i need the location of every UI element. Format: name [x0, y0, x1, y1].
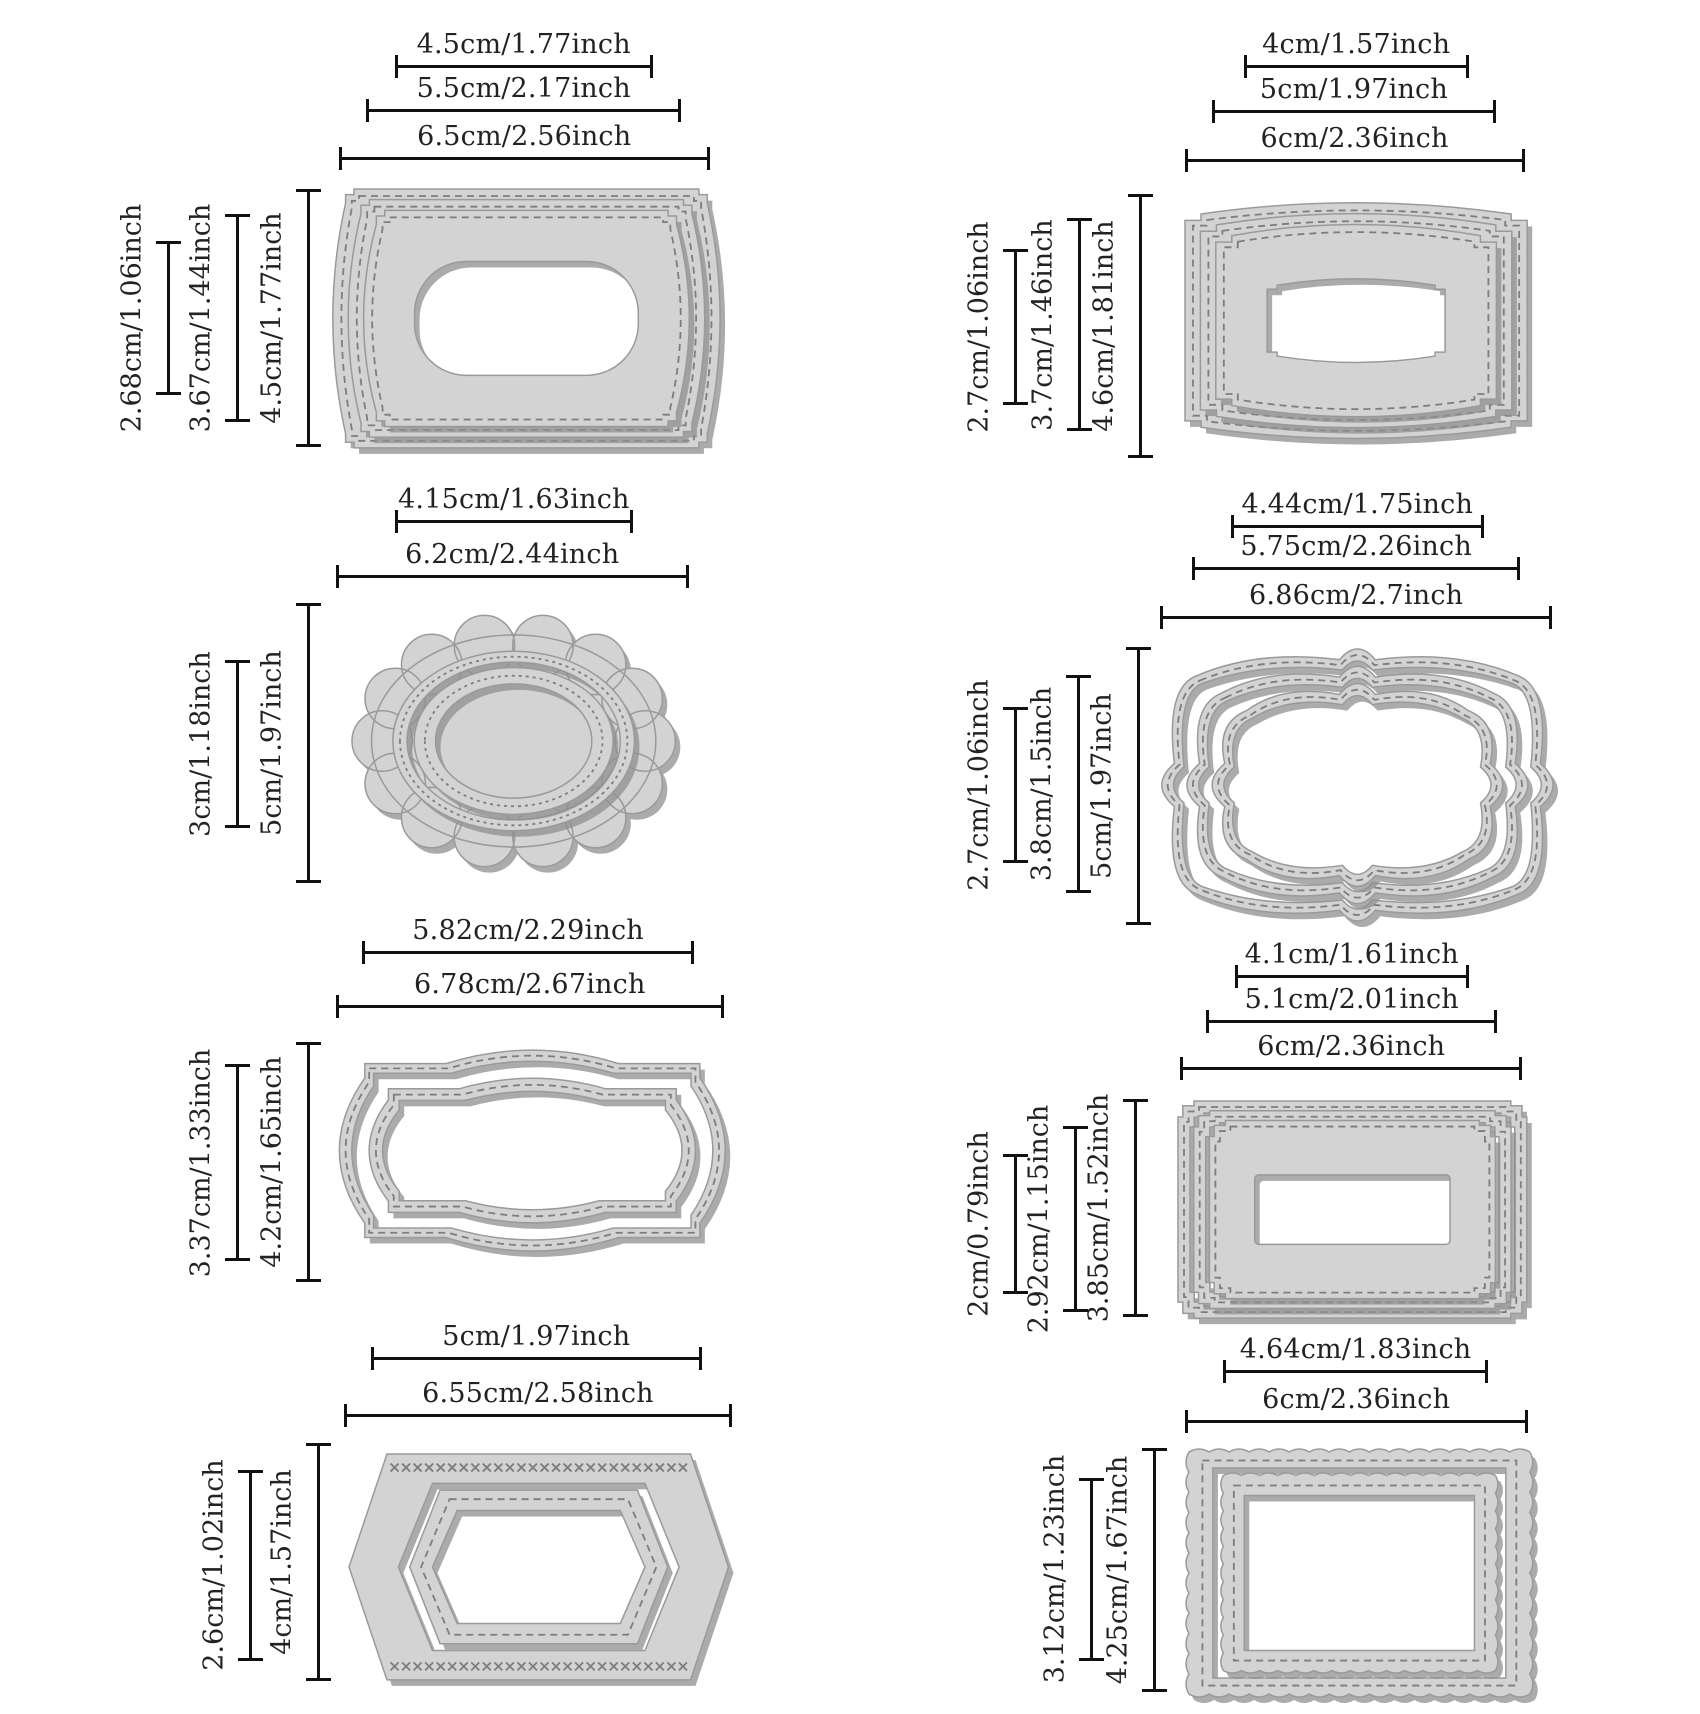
notched-rectangle-frame-width-2 [1206, 983, 1497, 1023]
height-label: 2.68cm/1.06inch [116, 203, 148, 433]
hexagon-cross-stitch-frame-width-2 [344, 1377, 731, 1417]
dimension-tick [1126, 647, 1151, 650]
dimension-tick [296, 880, 321, 883]
height-label: 2.92cm/1.15inch [1023, 1104, 1055, 1334]
die-ring [1209, 1121, 1500, 1305]
notched-rectangle-frame-width-1 [1235, 938, 1469, 978]
dimension-tick [1123, 1099, 1148, 1102]
dimension-line [307, 1042, 310, 1282]
die-ring [1220, 1473, 1502, 1679]
width-label: 4cm/1.57inch [1262, 29, 1451, 60]
dimension-line [1014, 249, 1017, 405]
die-ring [364, 210, 695, 432]
height-label: 2cm/0.79inch [963, 1131, 995, 1317]
arched-rectangle-frame-height-3 [1088, 194, 1154, 458]
dimension-tick [1066, 890, 1091, 893]
dimension-line [1212, 110, 1496, 113]
dimension-tick [156, 392, 181, 395]
dimension-tick [1123, 1314, 1148, 1317]
dimension-tick [296, 1042, 321, 1045]
width-label: 6.86cm/2.7inch [1249, 579, 1464, 611]
width-label: 5.82cm/2.29inch [412, 915, 644, 947]
dimension-tick [1126, 922, 1151, 925]
dimension-tick [225, 825, 250, 828]
ornate-curved-frame-illustration [1156, 645, 1571, 937]
dimension-line [1192, 567, 1520, 570]
bracket-label-frame-height-2 [256, 1042, 322, 1282]
arched-rectangle-frame-width-3 [1185, 122, 1525, 162]
dimension-tick [296, 603, 321, 606]
stitch-line [1233, 1485, 1484, 1660]
dimension-line [1014, 1154, 1017, 1294]
rounded-tab-frame-height-3 [256, 189, 322, 448]
dimension-line [1235, 975, 1469, 978]
arched-rectangle-frame-width-2 [1212, 73, 1496, 113]
dimension-tick [225, 419, 250, 422]
dimension-tick [1142, 1689, 1167, 1692]
height-label: 3.85cm/1.52inch [1083, 1093, 1115, 1323]
rounded-tab-frame-width-3 [339, 120, 710, 160]
rounded-tab-frame-width-1 [395, 28, 653, 68]
dimension-tick [1003, 707, 1028, 710]
hexagon-cross-stitch-frame-width-1 [371, 1320, 702, 1360]
dimension-line [336, 1005, 724, 1008]
dimension-line [307, 603, 310, 883]
dimension-tick [1128, 194, 1153, 197]
height-label: 3.12cm/1.23inch [1039, 1455, 1071, 1684]
wavy-stamp-frame-width-2 [1185, 1383, 1528, 1423]
dimension-line [1180, 1067, 1522, 1070]
width-label: 4.64cm/1.83inch [1239, 1334, 1472, 1366]
dimension-tick [306, 1443, 331, 1446]
height-label: 4.2cm/1.65inch [256, 1056, 288, 1268]
width-label: 6.78cm/2.67inch [413, 968, 646, 1000]
rounded-tab-frame-height-1 [116, 203, 182, 433]
notched-rectangle-frame-width-3 [1180, 1030, 1522, 1070]
dimension-tick [225, 1064, 250, 1067]
scalloped-oval-frame-height-2 [256, 603, 322, 883]
ornate-curved-frame-width-2 [1192, 530, 1520, 570]
dimension-tick [296, 1279, 321, 1282]
hexagon-cross-stitch-frame-height-1 [198, 1459, 264, 1671]
dimension-line [1134, 1099, 1137, 1317]
dimension-line [249, 1470, 252, 1661]
dimension-line [1090, 1478, 1093, 1660]
notched-rectangle-frame-height-3 [1083, 1093, 1149, 1323]
dimension-line [1185, 1420, 1528, 1423]
hexagon-cross-stitch-frame-illustration [345, 1450, 744, 1696]
width-label: 6cm/2.36inch [1260, 123, 1449, 155]
height-label: 3cm/1.18inch [185, 651, 217, 837]
dimension-line [1078, 218, 1081, 431]
width-label: 6.5cm/2.56inch [417, 121, 632, 153]
width-label: 5cm/1.97inch [1259, 73, 1448, 105]
dimension-line [336, 575, 689, 578]
width-label: 6cm/2.36inch [1262, 1383, 1451, 1415]
height-label: 4.6cm/1.81inch [1088, 220, 1120, 432]
dimension-line [1014, 707, 1017, 863]
dimension-tick [1079, 1658, 1104, 1661]
dimension-line [1077, 675, 1080, 893]
height-label: 5cm/1.97inch [256, 650, 288, 836]
dimension-line [236, 1064, 239, 1261]
dimension-tick [296, 189, 321, 192]
dimension-tick [1142, 1448, 1167, 1451]
height-label: 3.8cm/1.5inch [1026, 686, 1058, 881]
ornate-curved-frame-height-1 [963, 679, 1029, 891]
dimension-line [1137, 647, 1140, 924]
dimension-line [395, 520, 633, 523]
width-label: 4.5cm/1.77inch [416, 29, 631, 60]
height-label: 5cm/1.97inch [1086, 693, 1118, 879]
width-label: 4.15cm/1.63inch [398, 484, 630, 516]
dimension-tick [225, 660, 250, 663]
die-ring [1187, 667, 1533, 910]
bracket-label-frame-width-1 [362, 914, 694, 954]
height-label: 3.7cm/1.46inch [1027, 218, 1059, 431]
dimension-line [1153, 1448, 1156, 1693]
dimension-tick [1066, 675, 1091, 678]
die-ring [1215, 224, 1501, 422]
scalloped-oval-frame-illustration [332, 601, 707, 893]
wavy-stamp-frame-height-1 [1039, 1455, 1105, 1684]
dimension-tick [238, 1470, 263, 1473]
dimension-tick [306, 1678, 331, 1681]
width-label: 5cm/1.97inch [442, 1321, 631, 1352]
hexagon-cross-stitch-frame-height-2 [266, 1443, 332, 1681]
rounded-tab-frame-width-2 [366, 72, 681, 112]
dimension-tick [1128, 455, 1153, 458]
die-ring [1213, 684, 1509, 893]
dimension-line [1231, 525, 1484, 528]
dimension-line [362, 951, 694, 954]
scalloped-oval-frame-width-2 [336, 538, 689, 578]
dimension-line [1244, 65, 1469, 68]
wavy-stamp-frame-illustration [1181, 1444, 1550, 1714]
width-label: 5.75cm/2.26inch [1240, 531, 1472, 563]
arched-rectangle-frame-width-1 [1244, 28, 1469, 68]
dimension-line [236, 660, 239, 828]
bracket-label-frame-illustration [332, 1038, 745, 1275]
dimension-tick [296, 444, 321, 447]
height-label: 4.5cm/1.77inch [256, 212, 288, 424]
height-label: 2.7cm/1.06inch [963, 221, 995, 433]
die-ring [349, 1454, 733, 1686]
dimension-line [236, 214, 239, 422]
scalloped-oval-frame-width-1 [395, 483, 633, 523]
height-label: 4.25cm/1.67inch [1102, 1455, 1134, 1685]
dimension-tick [1003, 249, 1028, 252]
wavy-stamp-frame-height-2 [1102, 1448, 1168, 1693]
dimension-line [1074, 1126, 1077, 1311]
width-label: 5.5cm/2.17inch [416, 72, 631, 104]
dimension-line [307, 189, 310, 448]
width-label: 5.1cm/2.01inch [1244, 984, 1459, 1016]
dimension-tick [1079, 1478, 1104, 1481]
dimension-line [1223, 1370, 1488, 1373]
dimension-tick [225, 214, 250, 217]
rounded-tab-frame-height-2 [185, 203, 251, 433]
width-label: 6cm/2.36inch [1257, 1031, 1446, 1063]
ornate-curved-frame-width-1 [1231, 488, 1484, 528]
scalloped-oval-frame-height-1 [185, 651, 251, 837]
dimension-tick [238, 1658, 263, 1661]
dimension-line [366, 109, 681, 112]
height-label: 2.6cm/1.02inch [198, 1459, 230, 1671]
dimension-tick [1003, 860, 1028, 863]
dimension-line [167, 241, 170, 395]
dimension-line [317, 1443, 320, 1681]
dimension-line [344, 1414, 731, 1417]
rounded-tab-frame-illustration [336, 185, 729, 464]
dimension-line [1206, 1020, 1497, 1023]
height-label: 3.37cm/1.33inch [185, 1048, 217, 1277]
dimension-line [395, 65, 653, 68]
height-label: 4cm/1.57inch [266, 1469, 298, 1656]
dimension-line [1139, 194, 1142, 458]
dimension-line [339, 157, 710, 160]
dimension-line [1185, 159, 1525, 162]
height-label: 2.7cm/1.06inch [963, 679, 995, 891]
wavy-stamp-frame-width-1 [1223, 1333, 1488, 1373]
dimension-line [371, 1357, 702, 1360]
dimension-tick [225, 1258, 250, 1261]
width-label: 6.2cm/2.44inch [405, 539, 620, 570]
dimension-tick [156, 241, 181, 244]
ornate-curved-frame-width-3 [1160, 579, 1552, 619]
notched-rectangle-frame-illustration [1174, 1097, 1543, 1334]
height-label: 3.67cm/1.44inch [185, 203, 217, 433]
width-label: 6.55cm/2.58inch [422, 1378, 654, 1410]
width-label: 4.44cm/1.75inch [1241, 488, 1474, 520]
dimension-tick [1003, 402, 1028, 405]
bracket-label-frame-width-2 [336, 968, 724, 1008]
width-label: 4.1cm/1.61inch [1244, 939, 1459, 971]
dimension-line [1160, 616, 1552, 619]
ornate-curved-frame-height-3 [1086, 647, 1152, 924]
arched-rectangle-frame-height-1 [963, 221, 1029, 433]
bracket-label-frame-height-1 [185, 1048, 251, 1277]
arched-rectangle-frame-illustration [1181, 196, 1543, 457]
